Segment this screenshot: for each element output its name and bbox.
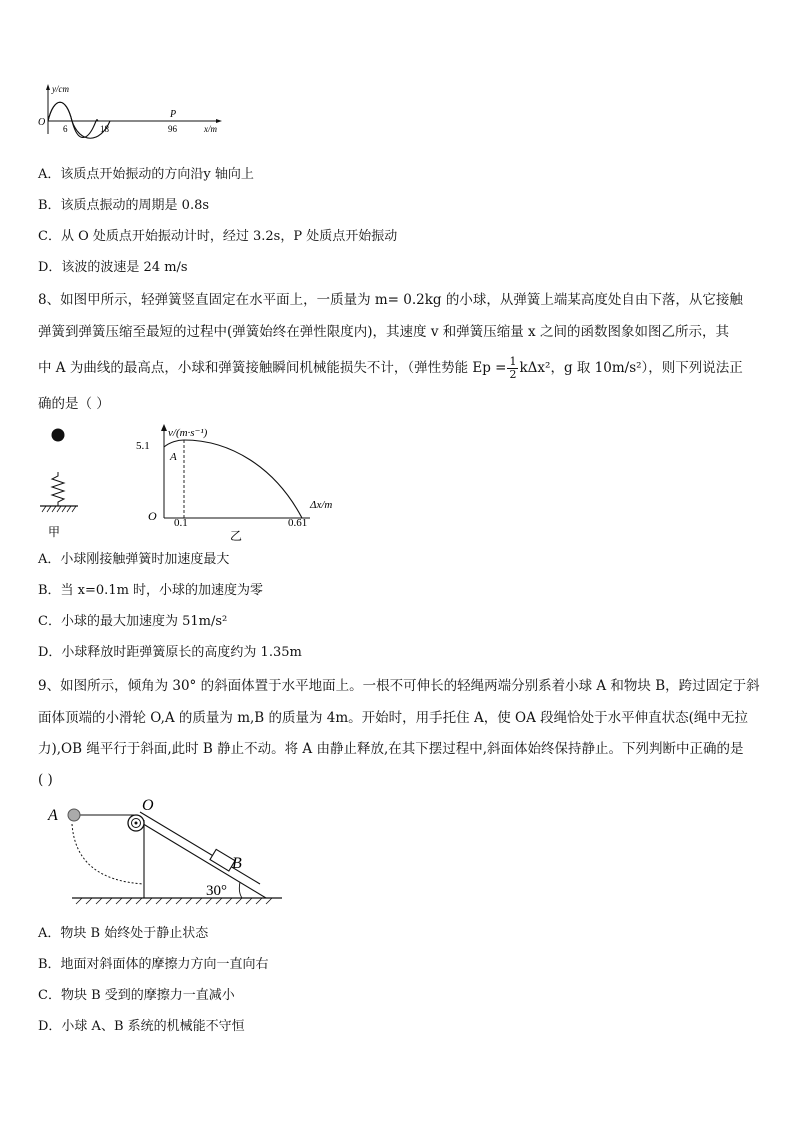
q7-option-a[interactable]: A．该质点开始振动的方向沿y 轴向上: [38, 167, 254, 182]
velocity-x-label: Δx/m: [310, 499, 333, 511]
incline-angle: 30°: [206, 883, 227, 899]
incline-figure: [44, 798, 294, 910]
wave-tick-96: 96: [168, 124, 177, 134]
velocity-graph: [130, 422, 360, 544]
velocity-origin: O: [148, 509, 157, 523]
q9-option-d[interactable]: D．小球 A、B 系统的机械能不守恒: [38, 1019, 245, 1034]
incline-label-o: O: [142, 798, 154, 814]
wave-y-label: y/cm: [52, 84, 69, 94]
q9-stem-line4: ( ): [38, 772, 53, 788]
q8-stem-line4: 确的是（ ）: [38, 396, 110, 412]
q8-stem-line3-a: 中 A 为曲线的最高点，小球和弹簧接触瞬间机械能损失不计，（弹性势能 Ep =: [38, 360, 507, 376]
q8-option-d[interactable]: D．小球释放时距弹簧原长的高度约为 1.35m: [38, 645, 302, 660]
q8-stem-line3: [38, 356, 743, 381]
wave-point-p: P: [170, 109, 177, 120]
fraction-numerator: 1: [509, 355, 517, 368]
q9-option-b[interactable]: B．地面对斜面体的摩擦力方向一直向右: [38, 957, 269, 972]
figure-jia-label: 甲: [48, 525, 61, 539]
wave-graph: [36, 82, 236, 140]
wave-origin: O: [38, 117, 46, 128]
q8-stem-line3-b: kΔx²，g 取 10m/s²），则下列说法正: [519, 360, 743, 376]
q9-stem-line2: 面体顶端的小滑轮 O,A 的质量为 m,B 的质量为 4m。开始时，用手托住 A，使 OA 段绳恰处于水平伸直状态(绳中无拉: [38, 710, 748, 726]
figure-yi-label: 乙: [230, 529, 243, 543]
q8-stem-line1: 8、如图甲所示，轻弹簧竖直固定在水平面上，一质量为 m= 0.2kg 的小球，从弹簧上端某高度处自由下落，从它接触: [38, 292, 743, 308]
velocity-peak-label: A: [170, 451, 177, 463]
q8-option-a[interactable]: A．小球刚接触弹簧时加速度最大: [38, 552, 230, 567]
spring-figure: [36, 424, 106, 544]
fraction-denominator: 2: [509, 368, 517, 381]
q7-option-d[interactable]: D．该波的波速是 24 m/s: [38, 260, 188, 275]
q7-option-c[interactable]: C．从 O 处质点开始振动计时，经过 3.2s，P 处质点开始振动: [38, 229, 398, 244]
velocity-y-tick: 5.1: [136, 440, 150, 452]
q8-option-b[interactable]: B．当 x=0.1m 时，小球的加速度为零: [38, 583, 264, 598]
wave-tick-6: 6: [63, 124, 68, 134]
incline-label-b: B: [232, 855, 242, 872]
velocity-x-tick-2: 0.61: [288, 517, 308, 529]
wave-tick-18: 18: [100, 124, 109, 134]
velocity-y-label: v/(m·s⁻¹): [168, 427, 208, 439]
q9-stem-line1: 9、如图所示，倾角为 30° 的斜面体置于水平地面上。一根不可伸长的轻绳两端分别系着小球 A 和物块 B，跨过固定于斜: [38, 678, 760, 694]
velocity-x-tick-1: 0.1: [174, 517, 188, 529]
incline-label-a: A: [48, 807, 58, 824]
energy-fraction: [507, 356, 518, 381]
q9-stem-line3: 力),OB 绳平行于斜面,此时 B 静止不动。将 A 由静止释放,在其下摆过程中,斜面体始终保持静止。下列判断中正确的是: [38, 741, 744, 757]
q8-stem-line2: 弹簧到弹簧压缩至最短的过程中(弹簧始终在弹性限度内)，其速度 v 和弹簧压缩量 x 之间的函数图象如图乙所示，其: [38, 324, 729, 340]
q7-option-b[interactable]: B．该质点振动的周期是 0.8s: [38, 198, 210, 213]
wave-x-label: x/m: [204, 124, 217, 134]
q9-option-c[interactable]: C．物块 B 受到的摩擦力一直减小: [38, 988, 235, 1003]
q9-option-a[interactable]: A．物块 B 始终处于静止状态: [38, 926, 209, 941]
q8-option-c[interactable]: C．小球的最大加速度为 51m/s²: [38, 614, 228, 629]
